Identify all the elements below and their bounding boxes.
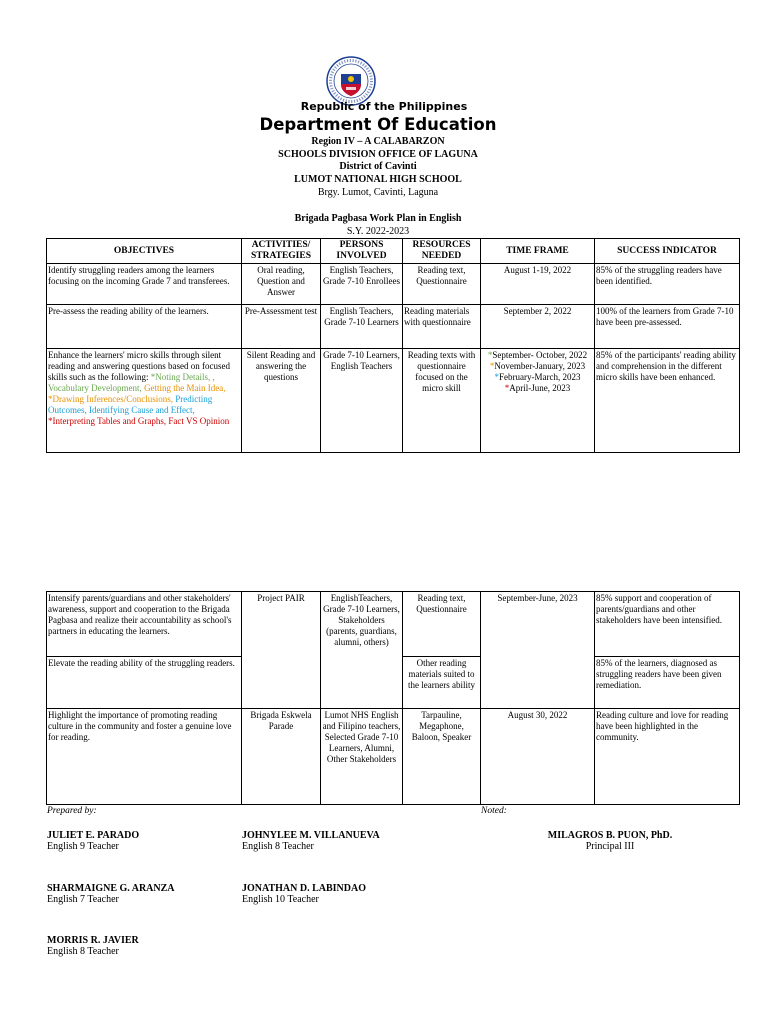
table-row bbox=[47, 709, 740, 805]
activity-cell: Brigada Eskwela Parade bbox=[242, 709, 321, 805]
work-plan-table-continued bbox=[46, 591, 740, 805]
signatory-block bbox=[242, 883, 366, 905]
objective-cell: Pre-assess the reading ability of the learners. bbox=[47, 305, 242, 349]
signatory-title: English 9 Teacher bbox=[47, 841, 119, 852]
table-header-row bbox=[47, 239, 740, 264]
school-address: Brgy. Lumot, Cavinti, Laguna bbox=[317, 187, 439, 198]
plan-title: Brigada Pagbasa Work Plan in English bbox=[294, 213, 462, 224]
signatory-title: English 8 Teacher bbox=[242, 841, 314, 852]
time-frame-cell: August 1-19, 2022 bbox=[481, 264, 595, 305]
resources-cell: Tarpauline, Megaphone, Baloon, Speaker bbox=[403, 709, 481, 805]
table-row bbox=[47, 349, 740, 453]
time-frame-cell bbox=[481, 349, 595, 453]
skill-item-orange: Getting the Main Idea, *Drawing Inferences/Conclusions, bbox=[48, 383, 226, 404]
success-indicator-cell: Reading culture and love for reading have been highlighted in the community. bbox=[595, 709, 740, 805]
success-indicator-cell: 85% of the participants' reading ability and comprehension in the different micro skills have been enhanced. bbox=[595, 349, 740, 453]
signatory-name: SHARMAIGNE G. ARANZA bbox=[47, 883, 175, 894]
school-name: LUMOT NATIONAL HIGH SCHOOL bbox=[294, 174, 462, 185]
signatory-block bbox=[47, 883, 175, 905]
skill-item-green: *Noting Details, , Vocabulary Development, bbox=[48, 372, 215, 393]
header-activities: ACTIVITIES/ STRATEGIES bbox=[242, 239, 321, 264]
header-persons: PERSONS INVOLVED bbox=[321, 239, 403, 264]
district-line: District of Cavinti bbox=[339, 161, 417, 172]
skill-item-blue: Predicting Outcomes, Identifying Cause and Effect, bbox=[48, 394, 213, 415]
resources-cell: Reading text, Questionnaire bbox=[403, 264, 481, 305]
persons-cell: Grade 7-10 Learners, English Teachers bbox=[321, 349, 403, 453]
persons-cell: EnglishTeachers, Grade 7-10 Learners, Stakeholders (parents, guardians, alumni, others) bbox=[321, 592, 403, 709]
objective-cell bbox=[47, 349, 242, 453]
noted-label: Noted: bbox=[481, 806, 507, 816]
time-frame-entry: *April-June, 2023 bbox=[504, 383, 571, 393]
activity-cell: Pre-Assessment test bbox=[242, 305, 321, 349]
division-line: SCHOOLS DIVISION OFFICE OF LAGUNA bbox=[278, 149, 478, 160]
objective-intro: Enhance the learners' micro skills through silent reading and answering questions based on focused skills such as the following: bbox=[48, 350, 230, 382]
republic-heading: Republic of the Philippines bbox=[300, 100, 468, 113]
header-objectives: OBJECTIVES bbox=[47, 239, 242, 264]
time-frame-cell: September 2, 2022 bbox=[481, 305, 595, 349]
signatory-title: English 8 Teacher bbox=[47, 946, 119, 957]
header-resources: RESOURCES NEEDED bbox=[403, 239, 481, 264]
signatory-block bbox=[242, 830, 380, 852]
region-line: Region IV – A CALABARZON bbox=[311, 136, 445, 147]
success-indicator-cell: 100% of the learners from Grade 7-10 have been pre-assessed. bbox=[595, 305, 740, 349]
signatory-title: Principal III bbox=[585, 841, 635, 852]
prepared-by-label: Prepared by: bbox=[47, 806, 97, 816]
objective-cell: Identify struggling readers among the learners focusing on the incoming Grade 7 and transferees. bbox=[47, 264, 242, 305]
persons-cell: Lumot NHS English and Filipino teachers, Selected Grade 7-10 Learners, Alumni, Other Stakeholders bbox=[321, 709, 403, 805]
time-frame-cell: August 30, 2022 bbox=[481, 709, 595, 805]
table-row bbox=[47, 305, 740, 349]
activity-cell: Project PAIR bbox=[242, 592, 321, 709]
resources-cell: Reading text, Questionnaire bbox=[403, 592, 481, 657]
objective-cell: Elevate the reading ability of the struggling readers. bbox=[47, 657, 242, 709]
activity-cell: Oral reading, Question and Answer bbox=[242, 264, 321, 305]
objective-cell: Intensify parents/guardians and other stakeholders' awareness, support and cooperation to the Brigada Pagbasa and realize their accountability as school's partners in educating the learners. bbox=[47, 592, 242, 657]
resources-cell: Reading materials with questionnaire bbox=[403, 305, 481, 349]
resources-cell: Other reading materials suited to the learners ability bbox=[403, 657, 481, 709]
deped-seal-logo bbox=[326, 56, 376, 106]
time-frame-cell: September-June, 2023 bbox=[481, 592, 595, 709]
school-year: S.Y. 2022-2023 bbox=[346, 226, 410, 237]
objective-cell: Highlight the importance of promoting reading culture in the community and foster a genuine love for reading. bbox=[47, 709, 242, 805]
success-indicator-cell: 85% of the struggling readers have been identified. bbox=[595, 264, 740, 305]
time-frame-entry: *February-March, 2023 bbox=[494, 372, 581, 382]
signatory-name: MORRIS R. JAVIER bbox=[47, 935, 139, 946]
department-heading: Department Of Education bbox=[259, 115, 497, 134]
table-row bbox=[47, 264, 740, 305]
table-row bbox=[47, 592, 740, 657]
activity-cell: Silent Reading and answering the questions bbox=[242, 349, 321, 453]
signatory-name: JOHNYLEE M. VILLANUEVA bbox=[242, 830, 380, 841]
signatory-title: English 10 Teacher bbox=[242, 894, 319, 905]
success-indicator-cell: 85% support and cooperation of parents/guardians and other stakeholders have been intensified. bbox=[595, 592, 740, 657]
success-indicator-cell: 85% of the learners, diagnosed as struggling readers have been given remediation. bbox=[595, 657, 740, 709]
time-frame-entry: *September- October, 2022 bbox=[487, 350, 588, 360]
signatory-title: English 7 Teacher bbox=[47, 894, 119, 905]
signatory-name: JONATHAN D. LABINDAO bbox=[242, 883, 366, 894]
time-frame-entry: *November-January, 2023 bbox=[489, 361, 586, 371]
persons-cell: English Teachers, Grade 7-10 Enrollees bbox=[321, 264, 403, 305]
header-success-indicator: SUCCESS INDICATOR bbox=[595, 239, 740, 264]
header-time-frame: TIME FRAME bbox=[481, 239, 595, 264]
signatory-block bbox=[47, 830, 139, 852]
skill-item-red: *Interpreting Tables and Graphs, Fact VS Opinion bbox=[48, 416, 230, 426]
signatory-block bbox=[520, 830, 700, 852]
work-plan-table bbox=[46, 238, 740, 453]
signatory-name: MILAGROS B. PUON, PhD. bbox=[547, 830, 673, 841]
signatory-name: JULIET E. PARADO bbox=[47, 830, 140, 841]
resources-cell: Reading texts with questionnaire focused on the micro skill bbox=[403, 349, 481, 453]
signatory-block bbox=[47, 935, 139, 957]
persons-cell: English Teachers, Grade 7-10 Learners bbox=[321, 305, 403, 349]
